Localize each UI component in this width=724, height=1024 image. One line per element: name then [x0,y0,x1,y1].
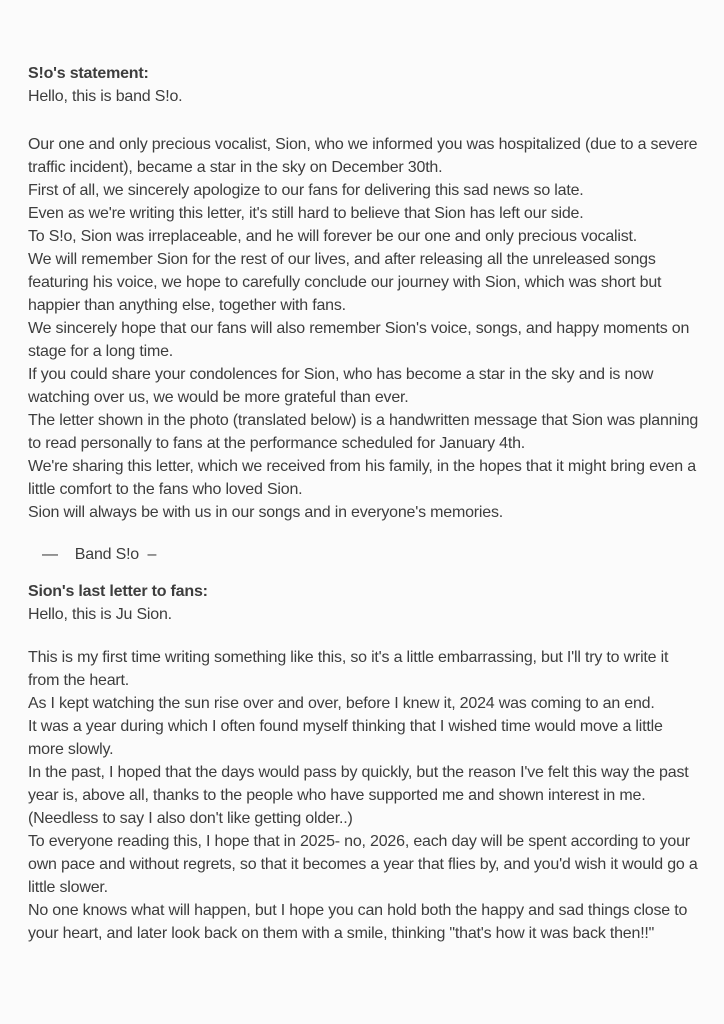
spacer [28,626,700,646]
letter-greeting: Hello, this is Ju Sion. [28,606,172,623]
statement-paragraph: We will remember Sion for the rest of our lives, and after releasing all the unreleased songs featuring his voice, we hope to carefully conclude our journey with Sion, which was short but happier than anything else, together with fans. [28,251,662,314]
letter-paragraph: No one knows what will happen, but I hope you can hold both the happy and sad things close to your heart, and later look back on them with a smile, thinking "that's how it was back then!!" [28,902,688,942]
statement-greeting: Hello, this is band S!o. [28,88,183,105]
statement-paragraph: We sincerely hope that our fans will also remember Sion's voice, songs, and happy moments on stage for a long time. [28,320,690,360]
letter-paragraph: In the past, I hoped that the days would pass by quickly, but the reason I've felt this way the past year is, above all, thanks to the people who have supported me and shown interest in me. [28,764,689,804]
letter-section [28,580,700,945]
letter-paragraph: This is my first time writing something like this, so it's a little embarrassing, but I'll try to write it from the heart. [28,649,669,689]
statement-paragraph: To S!o, Sion was irreplaceable, and he will forever be our one and only precious vocalist. [28,228,638,245]
spacer [28,524,700,543]
letter-paragraph: (Needless to say I also don't like getting older..) [28,810,353,827]
statement-paragraph: First of all, we sincerely apologize to our fans for delivering this sad news so late. [28,182,584,199]
letter-paragraph: To everyone reading this, I hope that in 2025- no, 2026, each day will be spent according to your own pace and without regrets, so that it becomes a year that flies by, and you'd wish it would go a little slower. [28,833,698,896]
statement-section [28,62,700,580]
statement-paragraph: The letter shown in the photo (translated below) is a handwritten message that Sion was planning to read personally to fans at the performance scheduled for January 4th. [28,412,699,452]
letter-paragraph: It was a year during which I often found myself thinking that I wished time would move a little more slowly. [28,718,663,758]
statement-paragraph: Our one and only precious vocalist, Sion, who we informed you was hospitalized (due to a severe traffic incident), became a star in the sky on December 30th. [28,136,698,176]
statement-paragraph: Even as we're writing this letter, it's still hard to believe that Sion has left our side. [28,205,584,222]
letter-paragraph: As I kept watching the sun rise over and over, before I knew it, 2024 was coming to an end. [28,695,655,712]
letter-heading: Sion's last letter to fans: [28,583,208,600]
statement-paragraph: If you could share your condolences for Sion, who has become a star in the sky and is now watching over us, we would be more grateful than ever. [28,366,654,406]
statement-paragraph: Sion will always be with us in our songs and in everyone's memories. [28,504,504,521]
spacer [28,108,700,133]
statement-paragraph: We're sharing this letter, which we received from his family, in the hopes that it might bring even a little comfort to the fans who loved Sion. [28,458,696,498]
band-signature: — Band S!o – [42,546,157,563]
spacer [28,566,700,580]
statement-heading: S!o's statement: [28,65,149,82]
